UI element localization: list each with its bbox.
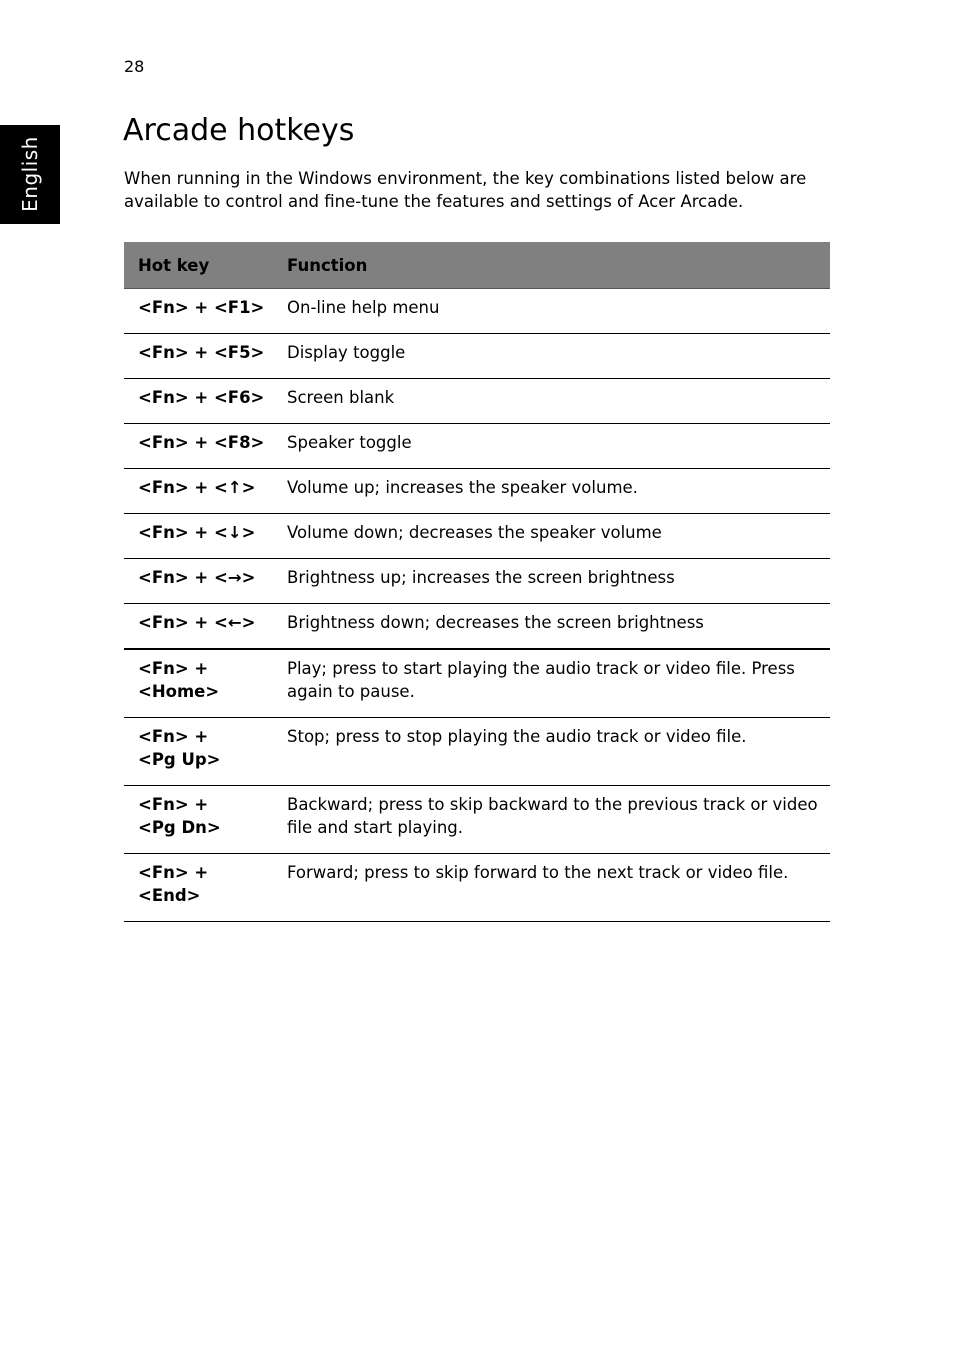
table-row xyxy=(124,718,830,786)
table-row xyxy=(124,559,830,604)
function-cell: Brightness up; increases the screen brightness xyxy=(273,559,830,604)
hotkey-cell: <Fn> + <F1> xyxy=(124,289,273,334)
page-number: 28 xyxy=(124,57,145,76)
language-tab xyxy=(0,125,60,224)
table-row xyxy=(124,514,830,559)
hotkey-cell: <Fn> + <Home> xyxy=(124,649,273,718)
table-row xyxy=(124,786,830,854)
function-cell: Display toggle xyxy=(273,334,830,379)
function-cell: Forward; press to skip forward to the next track or video file. xyxy=(273,854,830,922)
hotkey-cell: <Fn> + <End> xyxy=(124,854,273,922)
header-function: Function xyxy=(273,242,830,289)
intro-paragraph: When running in the Windows environment, the key combinations listed below are available to control and fine-tune the features and settings of Acer Arcade. xyxy=(124,169,807,211)
hotkey-table xyxy=(124,242,830,922)
function-cell: On-line help menu xyxy=(273,289,830,334)
table-row xyxy=(124,469,830,514)
table-row xyxy=(124,649,830,718)
function-cell: Volume down; decreases the speaker volume xyxy=(273,514,830,559)
function-cell: Play; press to start playing the audio track or video file. Press again to pause. xyxy=(273,649,830,718)
hotkey-cell: <Fn> + <←> xyxy=(124,604,273,650)
language-tab-label: English xyxy=(18,136,42,212)
hotkey-cell: <Fn> + <→> xyxy=(124,559,273,604)
table-row xyxy=(124,424,830,469)
function-cell: Backward; press to skip backward to the previous track or video file and start playing. xyxy=(273,786,830,854)
function-cell: Volume up; increases the speaker volume. xyxy=(273,469,830,514)
hotkey-cell: <Fn> + <↑> xyxy=(124,469,273,514)
table-row xyxy=(124,604,830,650)
hotkey-cell: <Fn> + <F6> xyxy=(124,379,273,424)
function-cell: Brightness down; decreases the screen brightness xyxy=(273,604,830,650)
hotkey-cell: <Fn> + <F8> xyxy=(124,424,273,469)
table-header-row xyxy=(124,242,830,289)
table-row xyxy=(124,289,830,334)
hotkey-cell: <Fn> + <↓> xyxy=(124,514,273,559)
table-row xyxy=(124,334,830,379)
header-hotkey: Hot key xyxy=(124,242,273,289)
table-row xyxy=(124,854,830,922)
hotkey-cell: <Fn> + <Pg Up> xyxy=(124,718,273,786)
hotkey-cell: <Fn> + <Pg Dn> xyxy=(124,786,273,854)
table-row xyxy=(124,379,830,424)
function-cell: Stop; press to stop playing the audio track or video file. xyxy=(273,718,830,786)
function-cell: Speaker toggle xyxy=(273,424,830,469)
function-cell: Screen blank xyxy=(273,379,830,424)
page-title: Arcade hotkeys xyxy=(123,113,355,148)
hotkey-cell: <Fn> + <F5> xyxy=(124,334,273,379)
